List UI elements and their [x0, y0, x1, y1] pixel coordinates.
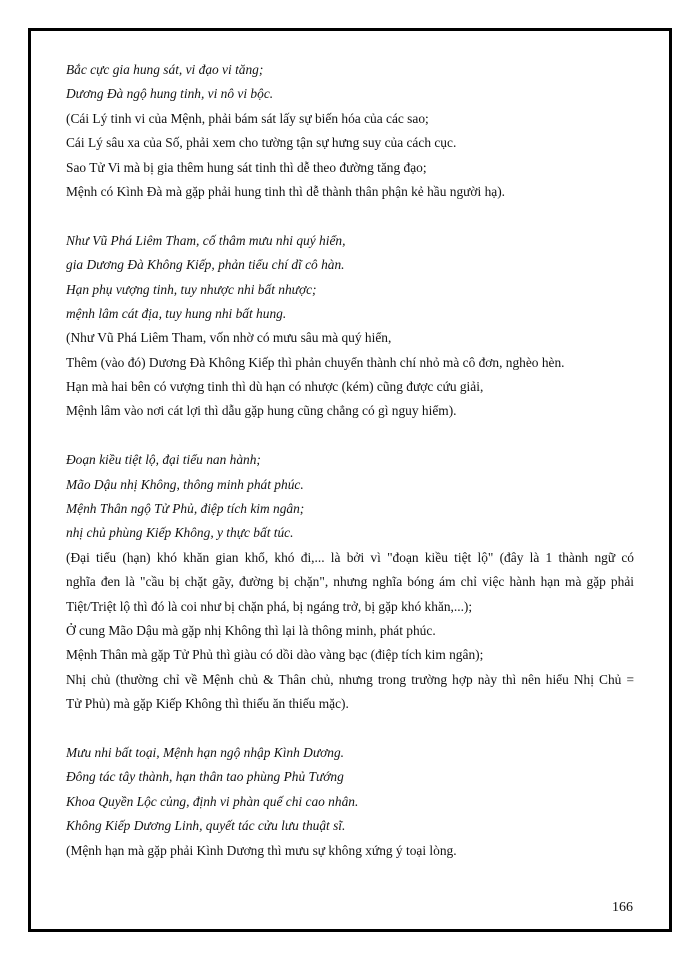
verse-line: Mão Dậu nhị Không, thông minh phát phúc. — [66, 476, 304, 492]
verse-line: mệnh lâm cát địa, tuy hung nhi bất hung. — [66, 305, 287, 321]
verse-block — [66, 448, 634, 546]
explanation-block — [66, 107, 634, 205]
verse-line: Mưu nhi bất toại, Mệnh hạn ngộ nhập Kình Dương. — [66, 744, 345, 760]
explanation-block — [66, 839, 634, 863]
explanation-line: (Như Vũ Phá Liêm Tham, vốn nhờ có mưu sâu mà quý hiển, — [66, 330, 392, 346]
explanation-line: Nhị chủ (thường chỉ về Mệnh chủ & Thân chủ, nhưng trong trường hợp này thì nên hiểu Nhị Chủ = — [66, 671, 634, 687]
verse-line: Không Kiếp Dương Linh, quyết tác cửu lưu thuật sĩ. — [66, 818, 346, 834]
verse-line: Bắc cực gia hung sát, vi đạo vi tăng; — [66, 62, 264, 77]
verse-line: Như Vũ Phá Liêm Tham, cố thâm mưu nhi quý hiển, — [66, 232, 346, 248]
explanation-line: Mệnh Thân mà gặp Tử Phủ thì giàu có dồi dào vàng bạc (điệp tích kim ngân); — [66, 647, 484, 663]
explanation-block — [66, 326, 634, 424]
page-number: 166 — [612, 900, 633, 915]
explanation-line: nghĩa đen là "cầu bị chặt gãy, đường bị chặn", nhưng nghĩa bóng ám chỉ việc hành hạn mà gặp phải — [66, 574, 634, 590]
explanation-line: Mệnh lâm vào nơi cát lợi thì dẫu gặp hung cũng chẳng có gì nguy hiểm). — [66, 403, 457, 419]
explanation-line: Cái Lý sâu xa của Số, phải xem cho tường tận sự hưng suy của cách cục. — [66, 135, 457, 151]
verse-line: Dương Đà ngộ hung tinh, vi nô vi bộc. — [66, 86, 274, 102]
verse-line: Đoạn kiều tiệt lộ, đại tiểu nan hành; — [66, 452, 261, 468]
verse-line: Khoa Quyền Lộc củng, định vi phàn quế chi cao nhân. — [66, 793, 359, 809]
explanation-line: Mệnh có Kình Đà mà gặp phải hung tinh thì dễ thành thân phận kẻ hầu người hạ). — [66, 183, 506, 199]
document-body — [66, 58, 634, 863]
verse-block — [66, 58, 634, 107]
verse-line: Hạn phụ vượng tinh, tuy nhược nhi bất nhược; — [66, 281, 317, 297]
explanation-block — [66, 546, 634, 717]
verse-block — [66, 229, 634, 327]
verse-block — [66, 741, 634, 839]
verse-line: gia Dương Đà Không Kiếp, phản tiểu chí dĩ cô hàn. — [66, 257, 345, 273]
explanation-line: Ở cung Mão Dậu mà gặp nhị Không thì lại là thông minh, phát phúc. — [66, 622, 436, 638]
explanation-line: (Đại tiểu (hạn) khó khăn gian khổ, khó đi,... là bởi vì "đoạn kiều tiệt lộ" (đây là 1 thành ngữ có — [66, 549, 634, 565]
verse-line: Mệnh Thân ngộ Tử Phủ, điệp tích kim ngân; — [66, 501, 305, 517]
verse-line: Đông tác tây thành, hạn thân tao phùng Phủ Tướng — [66, 769, 344, 785]
explanation-line: Sao Tử Vi mà bị gia thêm hung sát tinh thì dễ theo đường tăng đạo; — [66, 159, 427, 175]
explanation-line: (Cái Lý tinh vi của Mệnh, phải bám sát lấy sự biến hóa của các sao; — [66, 110, 429, 126]
explanation-line: Tiệt/Triệt lộ thì đó là coi như bị chặn phá, bị ngáng trở, bị gặp khó khăn,...); — [66, 598, 473, 614]
explanation-line: Hạn mà hai bên có vượng tinh thì dù hạn có nhược (kém) cũng được cứu giải, — [66, 379, 484, 395]
explanation-line: (Mệnh hạn mà gặp phải Kình Dương thì mưu sự không xứng ý toại lòng. — [66, 842, 457, 858]
verse-line: nhị chủ phùng Kiếp Không, y thực bất túc. — [66, 525, 294, 541]
explanation-line: Thêm (vào đó) Dương Đà Không Kiếp thì phản chuyển thành chí nhỏ mà cô đơn, nghèo hèn. — [66, 354, 565, 370]
explanation-line: Tử Phủ) mà gặp Kiếp Không thì thiếu ăn thiếu mặc). — [66, 696, 349, 712]
